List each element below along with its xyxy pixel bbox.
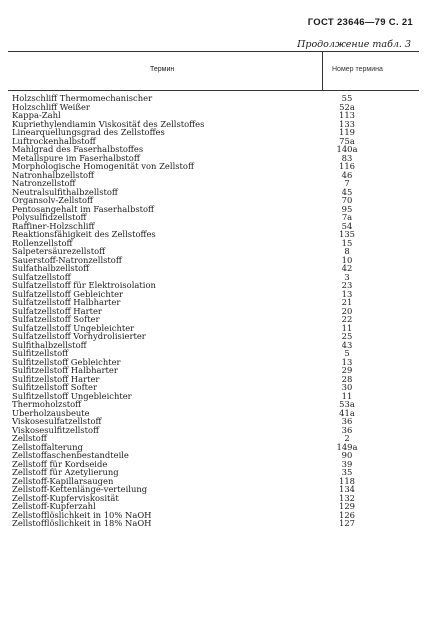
term-number-cell: 52a xyxy=(339,101,355,112)
table-row xyxy=(0,103,427,112)
term-cell: Zellstoff-Kupferzahl xyxy=(12,501,96,511)
term-number-cell: 132 xyxy=(339,492,355,503)
term-cell: Luftrockenhalbstoff xyxy=(12,135,96,146)
term-number-cell: 36 xyxy=(341,416,353,426)
term-cell: Raffiner-Holzschliff xyxy=(12,220,95,231)
term-number-cell: 21 xyxy=(341,297,353,307)
term-cell: Zellstoff-Kettenlänge-verteilung xyxy=(12,484,148,494)
term-cell: Natronzellstoff xyxy=(12,178,76,188)
term-number-cell: 54 xyxy=(341,220,353,231)
term-number-cell: 90 xyxy=(341,450,353,460)
term-cell: Sulfitzellstoff Gebleichter xyxy=(12,356,121,367)
term-number-cell: 3 xyxy=(344,271,350,282)
term-cell: Uberholzausbeute xyxy=(12,407,90,418)
term-number-cell: 133 xyxy=(339,118,355,129)
document-header-id: ГОСТ 23646—79 С. 21 xyxy=(307,17,413,28)
term-number-cell: 46 xyxy=(341,169,353,180)
term-cell: Zellstoffaschenbestandteile xyxy=(12,450,129,460)
table-body xyxy=(0,94,427,528)
term-cell: Sulfatzellstoff Vorhydrolisierter xyxy=(12,331,146,341)
term-cell: Kupriethylendiamin Viskositäť des Zellstoffes xyxy=(12,118,205,129)
term-cell: Pentosangehalt im Faserhalbstoff xyxy=(12,203,154,214)
term-number-cell: 15 xyxy=(341,237,353,248)
term-number-cell: 42 xyxy=(341,263,353,273)
term-number-cell: 30 xyxy=(341,382,353,392)
term-cell: Neutralsulfithalbzellstoff xyxy=(12,186,118,197)
term-cell: Salpetersäurezellstoff xyxy=(12,246,106,256)
term-number-cell: 11 xyxy=(341,390,353,401)
column-header-number: Номер термина xyxy=(332,66,383,73)
term-cell: Sulfatzellstoff Harter xyxy=(12,305,102,316)
term-cell: Zellstoff xyxy=(12,433,47,443)
term-cell: Viskosesulfitzellstoff xyxy=(12,424,99,435)
term-number-cell: 22 xyxy=(341,314,353,324)
term-cell: Mahlgrad des Faserhalbstoffes xyxy=(12,144,144,154)
term-number-cell: 53a xyxy=(339,399,355,409)
term-number-cell: 2 xyxy=(344,433,350,443)
term-number-cell: 140a xyxy=(336,144,358,154)
term-number-cell: 134 xyxy=(339,484,355,494)
term-cell: Sulfatzellstoff für Elektroisolation xyxy=(12,280,156,290)
term-number-cell: 25 xyxy=(341,331,353,341)
term-number-cell: 113 xyxy=(339,110,355,120)
term-number-cell: 10 xyxy=(341,254,353,265)
term-cell: Linearquellungsgrad des Zellstoffes xyxy=(12,127,165,137)
term-cell: Kappa-Zahl xyxy=(12,110,61,120)
table-row xyxy=(0,519,427,528)
term-cell: Sulfatzellstoff Softer xyxy=(12,314,100,324)
term-cell: Zellstoff-Kapillarsaugen xyxy=(12,475,114,486)
term-cell: Rollenzellstoff xyxy=(12,237,73,248)
term-number-cell: 55 xyxy=(341,93,353,103)
term-number-cell: 13 xyxy=(341,356,353,367)
term-number-cell: 116 xyxy=(339,161,355,171)
term-number-cell: 29 xyxy=(341,365,353,375)
term-number-cell: 70 xyxy=(341,195,353,205)
term-number-cell: 95 xyxy=(341,203,353,214)
term-number-cell: 39 xyxy=(341,458,353,469)
term-cell: Polysulfidzellstoff xyxy=(12,212,87,222)
term-cell: Sulfatzellstoff Ungebleichter xyxy=(12,322,135,333)
term-cell: Zellstofflöslichkeit in 18% NaOH xyxy=(12,518,152,528)
term-number-cell: 126 xyxy=(339,509,355,520)
term-number-cell: 35 xyxy=(341,467,353,477)
term-cell: Sulfitzellstoff xyxy=(12,348,69,358)
term-number-cell: 119 xyxy=(339,127,355,137)
term-number-cell: 127 xyxy=(339,518,355,528)
term-cell: Thermoholzstoff xyxy=(12,399,82,409)
term-cell: Sauerstoff-Natronzellstoff xyxy=(12,254,122,265)
term-number-cell: 129 xyxy=(339,501,355,511)
term-number-cell: 149a xyxy=(336,441,358,452)
header-bottom-rule xyxy=(8,90,419,91)
term-number-cell: 20 xyxy=(341,305,353,316)
term-cell: Zellstoff-Kupferviskosität xyxy=(12,492,119,503)
term-number-cell: 45 xyxy=(341,186,353,197)
table-row xyxy=(0,426,427,435)
term-cell: Zellstoff für Azetylierung xyxy=(12,467,119,477)
table-continuation-label: Продолжение табл. 3 xyxy=(297,39,411,50)
term-cell: Morphologische Homogenität von Zellstoff xyxy=(12,161,194,171)
term-cell: Sulfitzellstoff Softer xyxy=(12,382,98,392)
term-number-cell: 11 xyxy=(341,322,353,333)
term-cell: Sulfatzellstoff xyxy=(12,271,71,282)
term-number-cell: 23 xyxy=(341,280,353,290)
term-cell: Sulfathalbzellstoff xyxy=(12,263,90,273)
term-cell: Holzschliff Thermomechanischer xyxy=(12,93,153,103)
term-cell: Zellstofflöslichkeit in 10% NaOH xyxy=(12,509,152,520)
term-number-cell: 7 xyxy=(344,178,350,188)
term-number-cell: 28 xyxy=(341,373,353,384)
term-cell: Viskosesulfatzellstoff xyxy=(12,416,102,426)
term-cell: Sulfithalbzellstoff xyxy=(12,339,87,350)
term-number-cell: 7a xyxy=(341,212,353,222)
term-cell: Organsolv-Zellstoff xyxy=(12,195,93,205)
term-number-cell: 36 xyxy=(341,424,353,435)
term-cell: Reaktionsfähigkeit des Zellstoffes xyxy=(12,229,156,239)
term-cell: Sulfitzellstoff Harter xyxy=(12,373,100,384)
column-header-term: Термин xyxy=(150,66,175,73)
term-cell: Sulfitzellstoff Halbharter xyxy=(12,365,118,375)
table-top-rule xyxy=(8,51,419,52)
term-number-cell: 83 xyxy=(341,152,353,163)
term-number-cell: 43 xyxy=(341,339,353,350)
term-number-cell: 8 xyxy=(344,246,350,256)
term-cell: Zellstoffalterung xyxy=(12,441,83,452)
term-number-cell: 13 xyxy=(341,288,353,299)
term-number-cell: 5 xyxy=(344,348,350,358)
term-cell: Sulfatzellstoff Gebleichter xyxy=(12,288,124,299)
term-cell: Sulfatzellstoff Halbharter xyxy=(12,297,121,307)
term-number-cell: 135 xyxy=(339,229,355,239)
term-cell: Metallspure im Faserhalbstoff xyxy=(12,152,140,163)
term-number-cell: 41a xyxy=(339,407,355,418)
column-separator xyxy=(322,51,323,90)
term-cell: Holzschliff Weißer xyxy=(12,101,90,112)
term-number-cell: 75a xyxy=(339,135,355,146)
term-cell: Zellstoff für Kordseide xyxy=(12,458,108,469)
term-number-cell: 118 xyxy=(339,475,355,486)
term-cell: Natronhalbzellstoff xyxy=(12,169,94,180)
term-cell: Sulfitzellstoff Ungebleichter xyxy=(12,390,132,401)
